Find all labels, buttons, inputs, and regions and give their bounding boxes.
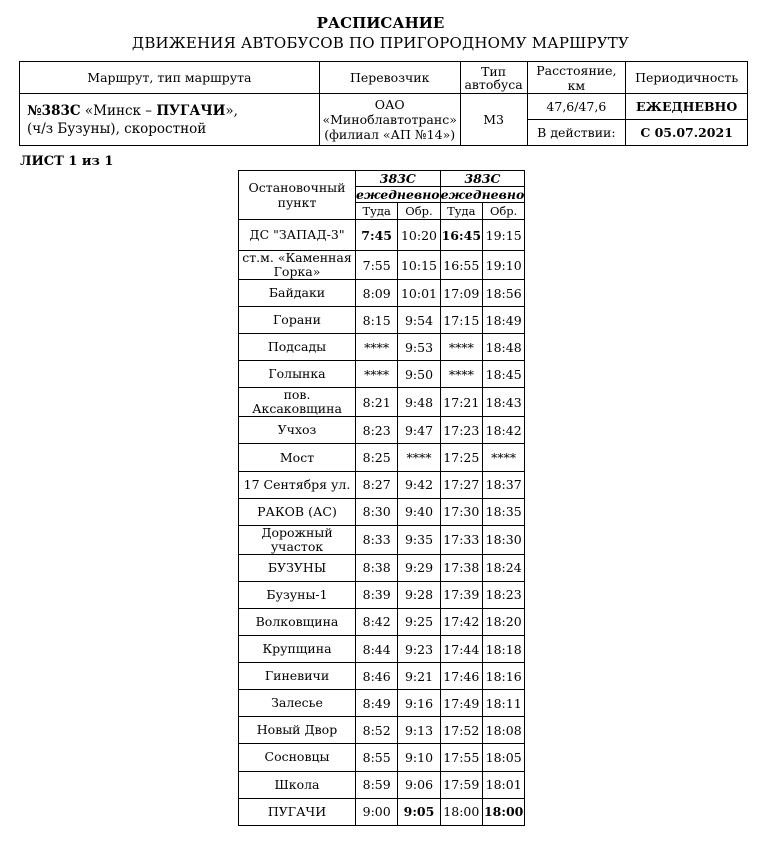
time-there-2: 17:09 — [440, 280, 482, 307]
time-there-1: 8:21 — [356, 388, 398, 417]
time-there-2: 17:39 — [440, 581, 482, 608]
stop-name: ст.м. «Каменная Горка» — [239, 251, 356, 280]
stop-name: Голынка — [239, 361, 356, 388]
time-back-2: 18:05 — [482, 744, 524, 771]
route-end: », — [225, 102, 238, 119]
time-back-2: 18:43 — [482, 388, 524, 417]
time-back-1: 10:01 — [398, 280, 440, 307]
table-row — [239, 798, 525, 825]
page-title: РАСПИСАНИЕ — [316, 14, 445, 32]
time-there-1: 8:55 — [356, 744, 398, 771]
time-there-1: 8:59 — [356, 771, 398, 798]
stop-name: Дорожный участок — [239, 525, 356, 554]
table-row — [239, 608, 525, 635]
table-row — [239, 771, 525, 798]
time-back-2: 18:42 — [482, 417, 524, 444]
dir-there-1: Туда — [356, 203, 398, 220]
carrier-line2: «Миноблавтотранс» — [322, 112, 457, 127]
time-there-2: 17:38 — [440, 554, 482, 581]
time-back-1: 9:21 — [398, 663, 440, 690]
page-subtitle: ДВИЖЕНИЯ АВТОБУСОВ ПО ПРИГОРОДНОМУ МАРШРУТУ — [131, 34, 630, 52]
time-back-2: 18:35 — [482, 498, 524, 525]
time-back-2: 18:24 — [482, 554, 524, 581]
table-row — [239, 334, 525, 361]
time-there-1: 8:39 — [356, 581, 398, 608]
distance: 47,6/47,6 — [527, 94, 626, 120]
stop-name: Подсады — [239, 334, 356, 361]
time-there-2: 17:52 — [440, 717, 482, 744]
days-2: ежедневно — [440, 187, 525, 202]
time-back-2: 18:01 — [482, 771, 524, 798]
time-back-2: 18:37 — [482, 471, 524, 498]
time-back-1: 9:47 — [398, 417, 440, 444]
time-back-1: 9:13 — [398, 717, 440, 744]
stop-name: Волковщина — [239, 608, 356, 635]
table-row — [239, 417, 525, 444]
stop-name: ПУГАЧИ — [239, 798, 356, 825]
time-there-1: 8:49 — [356, 690, 398, 717]
table-row — [239, 361, 525, 388]
stop-name: Крупщина — [239, 636, 356, 663]
time-there-1: 8:44 — [356, 636, 398, 663]
time-back-2: 18:56 — [482, 280, 524, 307]
carrier-line1: ОАО — [374, 97, 405, 112]
time-back-2: 18:49 — [482, 307, 524, 334]
stop-name: БУЗУНЫ — [239, 554, 356, 581]
table-row — [239, 444, 525, 471]
col-periodicity-header: Периодичность — [626, 62, 748, 94]
time-back-1: 9:05 — [398, 798, 440, 825]
stop-name: Новый Двор — [239, 717, 356, 744]
time-there-2: **** — [440, 361, 482, 388]
time-there-2: 17:59 — [440, 771, 482, 798]
stop-name: 17 Сентября ул. — [239, 471, 356, 498]
route-destination: ПУГАЧИ — [156, 102, 226, 119]
time-there-2: 17:33 — [440, 525, 482, 554]
time-there-1: 8:25 — [356, 444, 398, 471]
time-there-2: 18:00 — [440, 798, 482, 825]
stop-name: ДС "ЗАПАД-3" — [239, 220, 356, 251]
bus-type: М3 — [460, 94, 527, 146]
route-from: «Минск – — [80, 102, 157, 119]
time-there-1: 8:09 — [356, 280, 398, 307]
time-there-1: 8:42 — [356, 608, 398, 635]
dir-back-2: Обр. — [482, 203, 524, 220]
time-back-1: 9:28 — [398, 581, 440, 608]
time-there-2: 17:30 — [440, 498, 482, 525]
carrier-line3: (филиал «АП №14») — [324, 127, 456, 142]
time-there-1: **** — [356, 361, 398, 388]
time-there-1: 8:38 — [356, 554, 398, 581]
time-there-2: 17:46 — [440, 663, 482, 690]
time-there-1: 8:46 — [356, 663, 398, 690]
time-there-1: 8:30 — [356, 498, 398, 525]
stop-name: Байдаки — [239, 280, 356, 307]
time-back-2: 19:10 — [482, 251, 524, 280]
sheet-label: ЛИСТ 1 из 1 — [20, 154, 114, 169]
col-carrier-header: Перевозчик — [319, 62, 460, 94]
time-back-2: 19:15 — [482, 220, 524, 251]
table-row — [239, 498, 525, 525]
time-back-2: 18:30 — [482, 525, 524, 554]
time-back-1: 9:10 — [398, 744, 440, 771]
time-back-2: 18:16 — [482, 663, 524, 690]
dir-there-2: Туда — [440, 203, 482, 220]
table-row — [239, 280, 525, 307]
time-there-2: 17:42 — [440, 608, 482, 635]
time-there-1: 8:52 — [356, 717, 398, 744]
time-there-1: 8:23 — [356, 417, 398, 444]
time-back-1: 9:54 — [398, 307, 440, 334]
time-back-2: 18:11 — [482, 690, 524, 717]
table-row — [239, 744, 525, 771]
time-back-1: 9:53 — [398, 334, 440, 361]
table-row — [239, 636, 525, 663]
time-back-1: 9:48 — [398, 388, 440, 417]
time-there-2: 17:49 — [440, 690, 482, 717]
time-back-2: 18:18 — [482, 636, 524, 663]
stop-header: Остановочный пункт — [239, 171, 356, 220]
stop-name: РАКОВ (АС) — [239, 498, 356, 525]
stop-name: Сосновцы — [239, 744, 356, 771]
time-back-1: 9:42 — [398, 471, 440, 498]
time-back-2: **** — [482, 444, 524, 471]
time-there-2: 17:27 — [440, 471, 482, 498]
table-row — [239, 251, 525, 280]
table-row — [239, 220, 525, 251]
stop-name: Мост — [239, 444, 356, 471]
table-row — [239, 525, 525, 554]
time-back-2: 18:20 — [482, 608, 524, 635]
route-number: №383С — [27, 102, 81, 119]
time-back-1: **** — [398, 444, 440, 471]
table-row — [239, 717, 525, 744]
in-effect-label: В действии: — [527, 120, 626, 146]
schedule-table — [238, 170, 525, 826]
time-back-1: 9:25 — [398, 608, 440, 635]
schedule-body — [239, 220, 525, 826]
time-there-1: 7:45 — [356, 220, 398, 251]
time-there-2: 17:55 — [440, 744, 482, 771]
periodicity: ЕЖЕДНЕВНО — [626, 94, 748, 120]
route-via: (ч/з Бузуны), скоростной — [27, 120, 207, 137]
stop-name: Залесье — [239, 690, 356, 717]
time-back-2: 18:08 — [482, 717, 524, 744]
time-there-2: 16:45 — [440, 220, 482, 251]
time-there-2: 17:44 — [440, 636, 482, 663]
in-effect-date: С 05.07.2021 — [626, 120, 748, 146]
time-back-1: 9:29 — [398, 554, 440, 581]
time-back-2: 18:00 — [482, 798, 524, 825]
table-row — [239, 581, 525, 608]
stop-name: Учхоз — [239, 417, 356, 444]
days-1: ежедневно — [356, 187, 440, 202]
col-distance-header: Расстояние, км — [527, 62, 626, 94]
route-cell — [20, 94, 320, 146]
time-there-2: 16:55 — [440, 251, 482, 280]
time-there-2: 17:15 — [440, 307, 482, 334]
time-back-1: 9:06 — [398, 771, 440, 798]
table-row — [239, 690, 525, 717]
route-label-2: 383С — [440, 171, 525, 187]
time-back-2: 18:23 — [482, 581, 524, 608]
time-there-1: 8:27 — [356, 471, 398, 498]
time-back-1: 9:16 — [398, 690, 440, 717]
col-bustype-header: Тип автобуса — [460, 62, 527, 94]
time-back-1: 10:15 — [398, 251, 440, 280]
table-row — [239, 663, 525, 690]
time-there-1: 8:33 — [356, 525, 398, 554]
route-info-table — [19, 61, 748, 146]
time-back-1: 9:23 — [398, 636, 440, 663]
table-row — [239, 471, 525, 498]
time-there-2: **** — [440, 334, 482, 361]
carrier-cell — [319, 94, 460, 146]
time-there-2: 17:25 — [440, 444, 482, 471]
time-there-2: 17:21 — [440, 388, 482, 417]
time-back-1: 9:40 — [398, 498, 440, 525]
time-back-2: 18:45 — [482, 361, 524, 388]
time-back-1: 10:20 — [398, 220, 440, 251]
table-row — [239, 388, 525, 417]
stop-name: Гиневичи — [239, 663, 356, 690]
dir-back-1: Обр. — [398, 203, 440, 220]
time-there-1: 9:00 — [356, 798, 398, 825]
time-there-2: 17:23 — [440, 417, 482, 444]
time-back-1: 9:50 — [398, 361, 440, 388]
time-back-2: 18:48 — [482, 334, 524, 361]
stop-name: Школа — [239, 771, 356, 798]
stop-name: пов. Аксаковщина — [239, 388, 356, 417]
route-label-1: 383С — [356, 171, 441, 187]
time-back-1: 9:35 — [398, 525, 440, 554]
time-there-1: 8:15 — [356, 307, 398, 334]
table-row — [239, 307, 525, 334]
time-there-1: 7:55 — [356, 251, 398, 280]
table-row — [239, 554, 525, 581]
col-route-header: Маршрут, тип маршрута — [20, 62, 320, 94]
time-there-1: **** — [356, 334, 398, 361]
stop-name: Бузуны-1 — [239, 581, 356, 608]
stop-name: Горани — [239, 307, 356, 334]
